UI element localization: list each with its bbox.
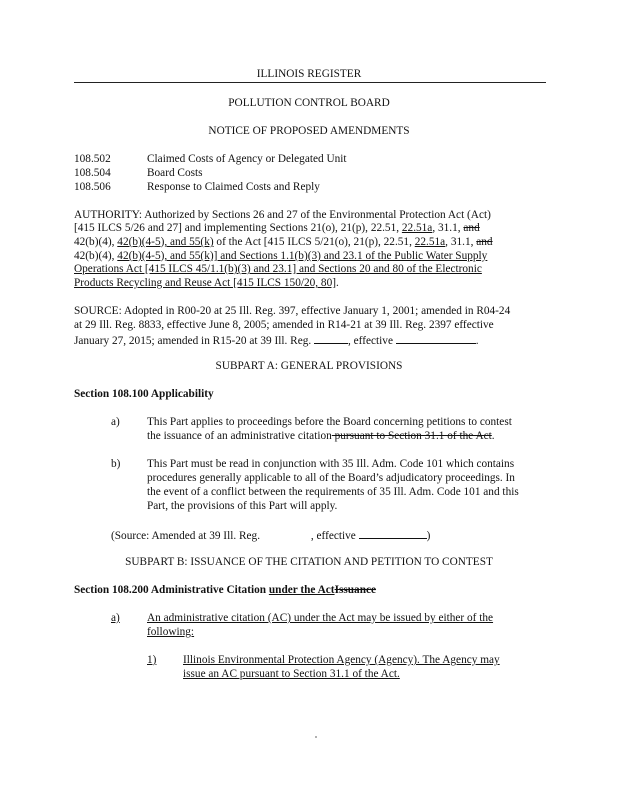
section-list-num: 108.502	[74, 153, 111, 165]
scan-speck	[315, 736, 317, 738]
header-rule	[74, 82, 546, 83]
item-label: a)	[111, 612, 120, 624]
source-note: (Source: Amended at 39 Ill. Reg. , effective )	[111, 530, 431, 542]
paragraph-line: the event of a conflict between the requirements of 35 Ill. Adm. Code 101 and this	[147, 486, 519, 498]
section-heading: Section 108.100 Applicability	[74, 388, 214, 400]
section-list-num: 108.506	[74, 181, 111, 193]
paragraph-line: procedures generally applicable to all of the Board’s adjudicatory proceedings. In	[147, 472, 515, 484]
authority-line: 42(b)(4), 42(b)(4-5), and 55(k) of the Act [415 ILCS 5/21(o), 21(p), 22.51, 22.51a, 31.1, and	[74, 236, 493, 248]
paragraph-line: Part, the provisions of this Part will apply.	[147, 500, 338, 512]
register-title: ILLINOIS REGISTER	[256, 68, 362, 80]
paragraph-line: This Part applies to proceedings before the Board concerning petitions to contest	[147, 416, 512, 428]
authority-line: Products Recycling and Reuse Act [415 ILCS 150/20, 80].	[74, 277, 339, 289]
item-label: a)	[111, 416, 120, 428]
section-list-title: Board Costs	[147, 167, 203, 179]
section-list-title: Response to Claimed Costs and Reply	[147, 181, 320, 193]
paragraph-line: following:	[147, 626, 195, 638]
source-line: SOURCE: Adopted in R00-20 at 25 Ill. Reg. 397, effective January 1, 2001; amended in R04-24	[74, 305, 511, 317]
item-label: 1)	[147, 654, 157, 666]
paragraph-line: An administrative citation (AC) under the Act may be issued by either of the	[147, 612, 494, 624]
subpart-heading: SUBPART A: GENERAL PROVISIONS	[215, 360, 403, 372]
paragraph-line: Illinois Environmental Protection Agency (Agency). The Agency may	[183, 654, 500, 666]
section-list-num: 108.504	[74, 167, 111, 179]
authority-line: [415 ILCS 5/26 and 27] and implementing Sections 21(o), 21(p), 22.51, 22.51a, 31.1, and	[74, 222, 480, 234]
section-list-title: Claimed Costs of Agency or Delegated Unit	[147, 153, 347, 165]
paragraph-line: issue an AC pursuant to Section 31.1 of the Act.	[183, 668, 400, 680]
paragraph-line: the issuance of an administrative citation pursuant to Section 31.1 of the Act.	[147, 430, 495, 442]
agency-name: POLLUTION CONTROL BOARD	[228, 97, 390, 109]
authority-line: AUTHORITY: Authorized by Sections 26 and 27 of the Environmental Protection Act (Act)	[74, 209, 491, 221]
paragraph-line: This Part must be read in conjunction with 35 Ill. Adm. Code 101 which contains	[147, 458, 515, 470]
source-line: January 27, 2015; amended in R15-20 at 39 Ill. Reg. , effective .	[74, 335, 479, 347]
item-label: b)	[111, 458, 121, 470]
subpart-heading: SUBPART B: ISSUANCE OF THE CITATION AND PETITION TO CONTEST	[125, 556, 493, 568]
section-heading: Section 108.200 Administrative Citation under the ActIssuance	[74, 584, 377, 596]
authority-line: 42(b)(4), 42(b)(4-5), and 55(k)] and Sections 1.1(b)(3) and 23.1 of the Public Water Supply	[74, 250, 488, 262]
notice-title: NOTICE OF PROPOSED AMENDMENTS	[208, 125, 410, 137]
authority-line: Operations Act [415 ILCS 45/1.1(b)(3) and 23.1] and Sections 20 and 80 of the Electronic	[74, 263, 482, 275]
source-line: at 29 Ill. Reg. 8833, effective June 8, 2005; amended in R14-21 at 39 Ill. Reg. 2397 effective	[74, 319, 494, 331]
